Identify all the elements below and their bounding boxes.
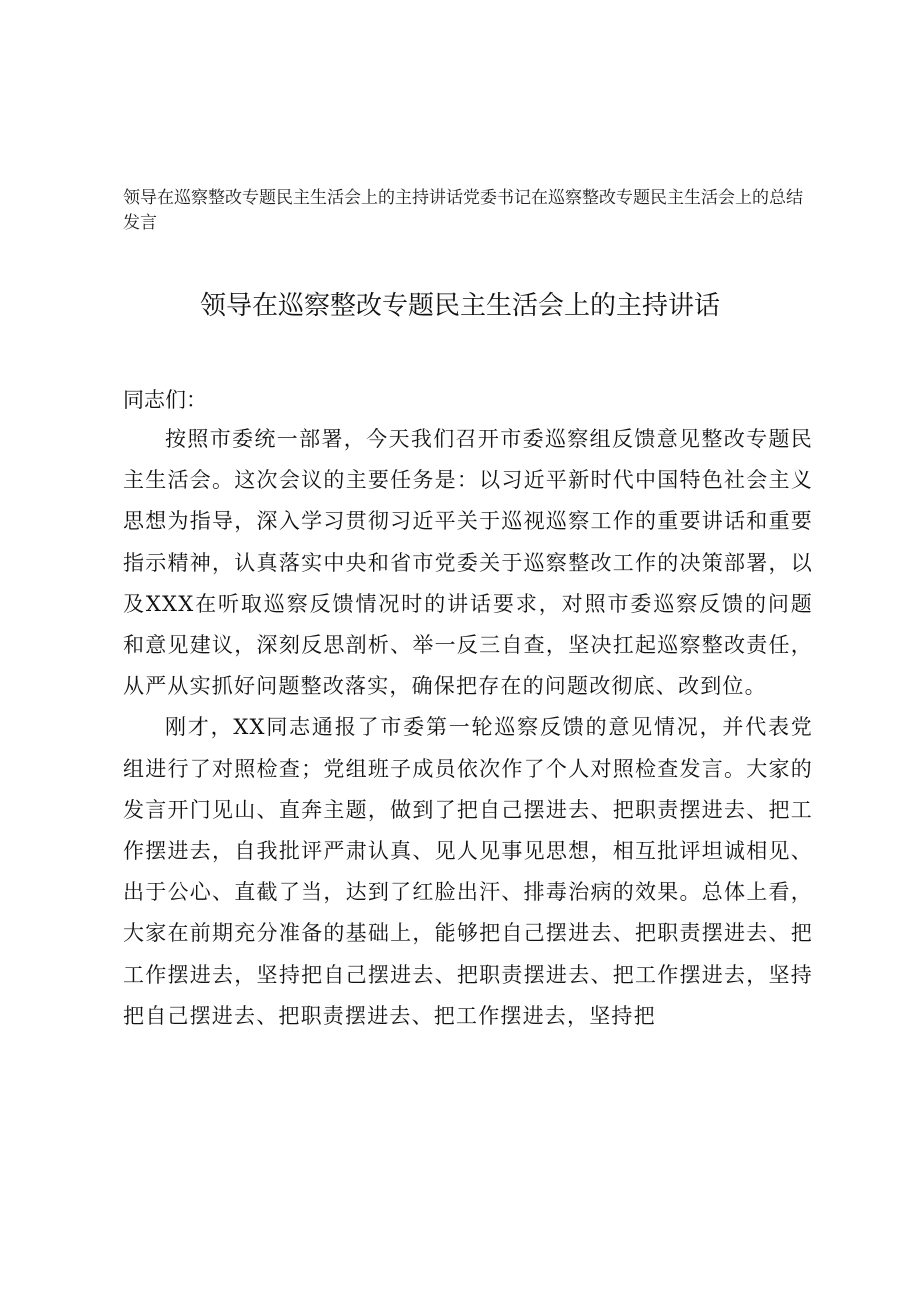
document-body [123, 419, 813, 1037]
paragraph: 刚才，XX同志通报了市委第一轮巡察反馈的意见情况，并代表党组进行了对照检查；党组班子成员依次作了个人对照检查发言。大家的发言开门见山、直奔主题，做到了把自己摆进去、把职责摆进去、把工作摆进去，自我批评严肃认真、见人见事见思想，相互批评坦诚相见、出于公心、直截了当，达到了红脸出汗、排毒治病的效果。总体上看，大家在前期充分准备的基础上，能够把自己摆进去、把职责摆进去、把工作摆进去，坚持把自己摆进去、把职责摆进去、把工作摆进去，坚持把自己摆进去、把职责摆进去、把工作摆进去，坚持把 [123, 715, 813, 1028]
paragraph: 按照市委统一部署，今天我们召开市委巡察组反馈意见整改专题民主生活会。这次会议的主要任务是：以习近平新时代中国特色社会主义思想为指导，深入学习贯彻习近平关于巡视巡察工作的重要讲话和重要指示精神，认真落实中央和省市党委关于巡察整改工作的决策部署，以及XXX在听取巡察反馈情况时的讲话要求，对照市委巡察反馈的问题和意见建议，深刻反思剖析、举一反三自查，坚决扛起巡察整改责任，从严从实抓好问题整改落实，确保把存在的问题改彻底、改到位。 [123, 427, 813, 699]
document-title: 领导在巡察整改专题民主生活会上的主持讲话 [199, 291, 720, 321]
salutation: 同志们： [123, 388, 207, 412]
document-header: 领导在巡察整改专题民主生活会上的主持讲话党委书记在巡察整改专题民主生活会上的总结发言 [123, 188, 803, 233]
